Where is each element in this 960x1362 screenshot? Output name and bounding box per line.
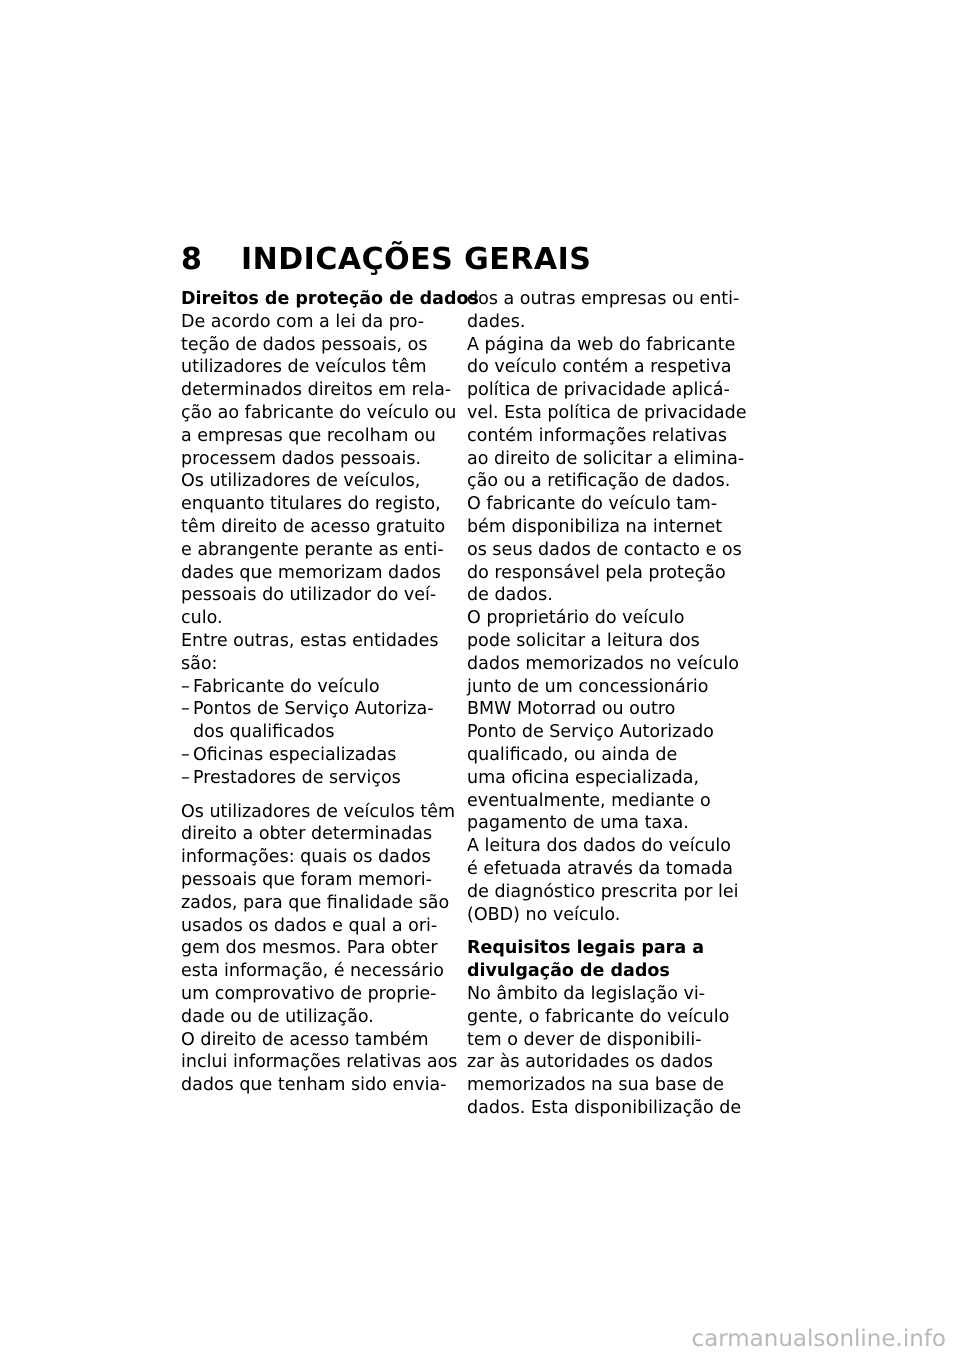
entity-list (181, 676, 451, 790)
list-item (181, 676, 451, 699)
text-line: determinados direitos em rela- (181, 380, 452, 401)
text-line: teção de dados pessoais, os (181, 334, 428, 355)
text-line: dos a outras empresas ou enti- (467, 289, 740, 309)
text-line: utilizadores de veículos têm (181, 357, 427, 378)
text-line: qualificado, ou ainda de (467, 744, 678, 765)
paragraph (467, 334, 747, 494)
left-column (181, 288, 479, 1097)
text-line: pessoais que foram memori- (181, 869, 432, 890)
text-line: Os utilizadores de veículos têm (181, 801, 456, 822)
paragraph (467, 983, 742, 1120)
paragraph (467, 288, 740, 334)
text-line: ao direito de solicitar a elimina- (467, 448, 745, 469)
dash-marker: – (181, 699, 190, 720)
text-line: De acordo com a lei da pro- (181, 311, 425, 332)
section-heading-legal-requirements (467, 937, 737, 983)
list-item (181, 721, 451, 744)
section-heading-data-protection: Direitos de proteção de dados (181, 289, 479, 309)
list-item-text: Prestadores de serviços (193, 767, 401, 788)
text-line: O direito de acesso também (181, 1029, 429, 1050)
list-item (181, 698, 451, 721)
dash-marker: – (181, 676, 190, 697)
text-line: gem dos mesmos. Para obter (181, 938, 438, 959)
text-line: política de privacidade aplicá- (467, 380, 730, 401)
text-line: No âmbito da legislação vi- (467, 983, 706, 1004)
text-line: uma oficina especializada, (467, 767, 700, 788)
text-line: Entre outras, estas entidades (181, 630, 439, 651)
chapter-title: INDICAÇÕES GERAIS (241, 242, 592, 277)
text-line: contém informações relativas (467, 425, 727, 446)
text-line: os seus dados de contacto e os (467, 539, 742, 560)
text-line: Ponto de Serviço Autorizado (467, 722, 714, 743)
text-line: de diagnóstico prescrita por lei (467, 881, 739, 902)
text-line: dades que memorizam dados (181, 562, 441, 583)
text-line: um comprovativo de proprie- (181, 983, 437, 1004)
list-item-text: Fabricante do veículo (193, 676, 380, 697)
list-item-text: Pontos de Serviço Autoriza- (193, 699, 434, 720)
text-line: (OBD) no veículo. (467, 904, 621, 925)
text-line: O proprietário do veículo (467, 608, 685, 629)
text-line: é efetuada através da tomada (467, 858, 733, 879)
text-line: eventualmente, mediante o (467, 790, 711, 811)
text-line: tem o dever de disponibili- (467, 1029, 702, 1050)
text-line: de dados. (467, 585, 553, 606)
heading-line: divulgação de dados (467, 961, 670, 982)
text-line: pode solicitar a leitura dos (467, 630, 700, 651)
text-line: pessoais do utilizador do veí- (181, 585, 437, 606)
dash-marker: – (181, 767, 190, 788)
text-line: inclui informações relativas aos (181, 1052, 458, 1073)
text-line: vel. Esta política de privacidade (467, 402, 747, 423)
text-line: do veículo contém a respetiva (467, 357, 732, 378)
text-line: usados os dados e qual a ori- (181, 915, 438, 936)
text-line: dados. Esta disponibilização de (467, 1097, 742, 1118)
paragraph (181, 801, 456, 1029)
text-line: dados que tenham sido envia- (181, 1075, 447, 1096)
text-line: Os utilizadores de veículos, (181, 471, 421, 492)
text-line: têm direito de acesso gratuito (181, 516, 446, 537)
paragraph (181, 470, 451, 630)
text-line: gente, o fabricante do veículo (467, 1006, 730, 1027)
text-line: O fabricante do veículo tam- (467, 494, 718, 515)
paragraph (181, 630, 451, 676)
text-line: informações: quais os dados (181, 847, 431, 868)
text-line: A página da web do fabricante (467, 334, 736, 355)
dash-marker (181, 721, 193, 744)
text-line: zados, para que finalidade são (181, 892, 450, 913)
text-line: são: (181, 653, 218, 674)
text-line: pagamento de uma taxa. (467, 813, 689, 834)
paragraph (467, 835, 737, 926)
dash-marker: – (181, 744, 190, 765)
text-line: BMW Motorrad ou outro (467, 699, 676, 720)
watermark: carmanualsonline.info (691, 1326, 946, 1352)
text-line: dados memorizados no veículo (467, 653, 739, 674)
text-line: esta informação, é necessário (181, 961, 444, 982)
text-line: ção ou a retificação de dados. (467, 471, 731, 492)
page-title (181, 238, 591, 282)
text-line: culo. (181, 608, 223, 629)
paragraph (467, 493, 742, 607)
list-item (181, 744, 451, 767)
paragraph (467, 607, 737, 835)
text-line: dades. (467, 311, 526, 332)
list-item (181, 767, 451, 790)
heading-line: Requisitos legais para a (467, 938, 705, 959)
list-item-text: Oficinas especializadas (193, 744, 397, 765)
text-line: bém disponibiliza na internet (467, 516, 723, 537)
text-line: zar às autoridades os dados (467, 1052, 714, 1073)
paragraph (181, 311, 457, 471)
paragraph (181, 1029, 458, 1097)
right-column (467, 288, 747, 1120)
text-line: junto de um concessionário (467, 676, 709, 697)
text-line: do responsável pela proteção (467, 562, 726, 583)
text-line: processem dados pessoais. (181, 448, 422, 469)
text-line: direito a obter determinadas (181, 824, 433, 845)
text-line: enquanto titulares do registo, (181, 494, 441, 515)
list-item-text: dos qualificados (193, 722, 335, 743)
text-line: a empresas que recolham ou (181, 425, 436, 446)
text-line: A leitura dos dados do veículo (467, 836, 731, 857)
chapter-number: 8 (181, 242, 203, 277)
text-line: memorizados na sua base de (467, 1075, 725, 1096)
text-line: e abrangente perante as enti- (181, 539, 444, 560)
text-line: ção ao fabricante do veículo ou (181, 402, 457, 423)
text-line: dade ou de utilização. (181, 1006, 374, 1027)
